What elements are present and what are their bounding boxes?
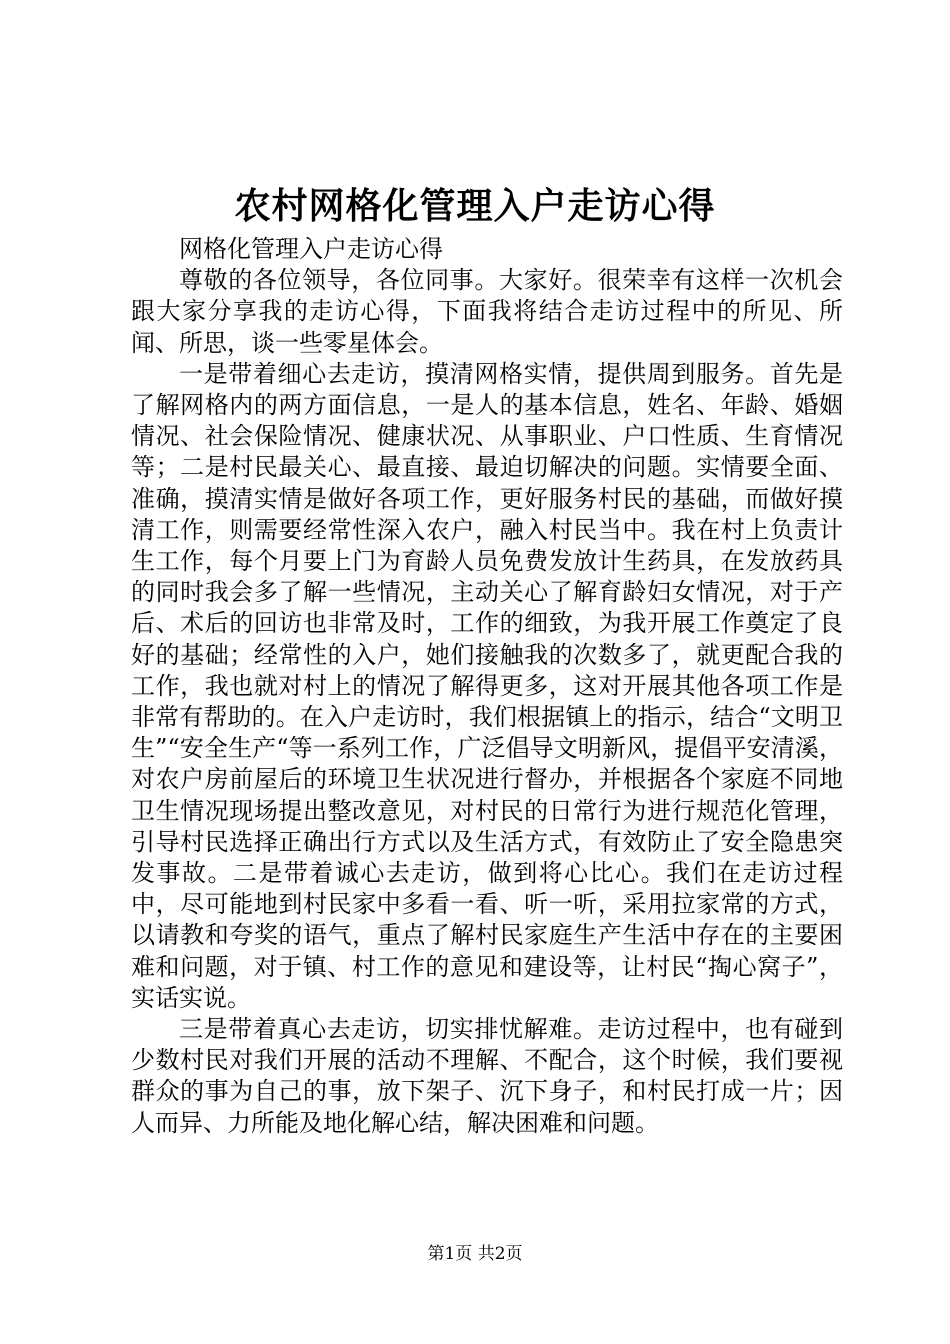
subtitle-paragraph: 网格化管理入户走访心得 bbox=[179, 235, 443, 263]
document-title: 农村网格化管理入户走访心得 bbox=[234, 185, 716, 227]
body-paragraph: 一是带着细心去走访，摸清网格实情，提供周到服务。首先是了解网格内的两方面信息，一是人的基本信息，姓名、年龄、婚姻情况、社会保险情况、健康状况、从事职业、户口性质、生育情况等；二是村民最关心、最直接、最迫切解决的问题。实情要全面、准确，摸清实情是做好各项工作，更好服务村民的基础，而做好摸清工作，则需要经常性深入农户，融入村民当中。我在村上负责计生工作，每个月要上门为育龄人员免费发放计生药具，在发放药具的同时我会多了解一些情况，主动关心了解育龄妇女情况，对于产后、术后的回访也非常及时，工作的细致，为我开展工作奠定了良好的基础；经常性的入户，她们接触我的次数多了，就更配合我的工作，我也就对村上的情况了解得更多，这对开展其他各项工作是非常有帮助的。在入户走访时，我们根据镇上的指示，结合“文明卫生”“安全生产“等一系列工作，广泛倡导文明新风，提倡平安清溪，对农户房前屋后的环境卫生状况进行督办，并根据各个家庭不同地卫生情况现场提出整改意见，对村民的日常行为进行规范化管理，引导村民选择正确出行方式以及生活方式，有效防止了安全隐患突发事故。二是带着诚心去走访，做到将心比心。我们在走访过程中，尽可能地到村民家中多看一看、听一听，采用拉家常的方式，以请教和夸奖的语气，重点了解村民家庭生产生活中存在的主要困难和问题，对于镇、村工作的意见和建设等，让村民“掏心窝子”，实话实说。 bbox=[131, 359, 843, 1012]
body-paragraph: 尊敬的各位领导，各位同事。大家好。很荣幸有这样一次机会跟大家分享我的走访心得，下面我将结合走访过程中的所见、所闻、所思，谈一些零星体会。 bbox=[131, 266, 843, 357]
body-paragraph: 三是带着真心去走访，切实排忧解难。走访过程中，也有碰到少数村民对我们开展的活动不理解、不配合，这个时候，我们要视群众的事为自己的事，放下架子、沉下身子，和村民打成一片；因人而异、力所能及地化解心结，解决困难和问题。 bbox=[131, 1015, 843, 1137]
document-body bbox=[131, 234, 843, 1139]
page-footer: 第1页 共2页 bbox=[427, 1244, 523, 1264]
